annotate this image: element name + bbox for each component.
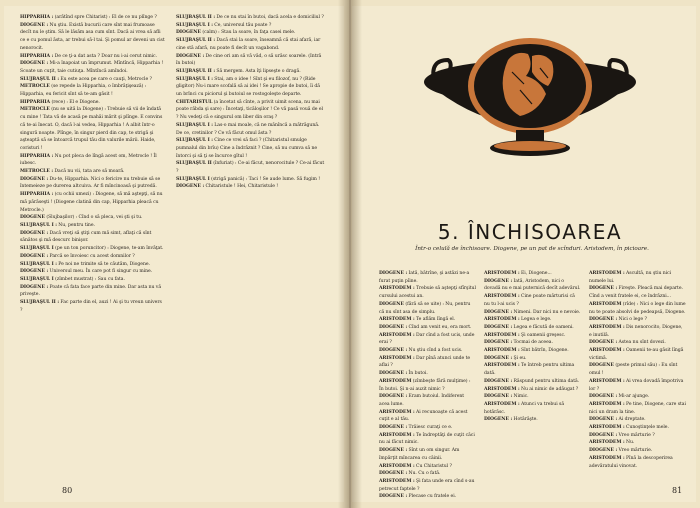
dialogue-text: Iată, Aristodem, nici o dovadă nu e mai puternică decît adevărul. <box>484 278 581 292</box>
dialogue-line <box>20 53 165 61</box>
dialogue-line <box>484 324 581 332</box>
dialogue-line <box>589 401 686 416</box>
dialogue-line <box>484 401 581 416</box>
dialogue-line <box>379 493 476 501</box>
dialogue-line <box>589 424 686 432</box>
speaker-name: DIOGENE : <box>379 425 408 431</box>
dialogue-text: Ai vrea dovadă împotriva lor ? <box>589 378 684 392</box>
dialogue-line <box>379 324 476 332</box>
dialogue-line <box>379 285 476 300</box>
dialogue-line <box>589 301 686 316</box>
dialogue-line <box>379 463 476 471</box>
speaker-name: ARISTODEM : <box>589 455 625 461</box>
dialogue-text: Stai, am o idee ! Sînt şi eu filozof, nu ? (Ride gligitor) Nu-i mare scofală să ai idei ! Se apropie de butoi, îi dă un brînci cu piciorul şi butoiul se rostogoleşte departe. <box>176 76 320 98</box>
dialogue-line <box>379 370 476 378</box>
dialogue-text: Plecase cu fratele ei. <box>407 494 457 500</box>
dialogue-text: (fără să se uite) : Nu, pentru că nu sînt asa de simplu. <box>379 301 471 315</box>
dialogue-text: (a încetat să cînte, a privit uimit scena, nu mai poate răbda şi sare) : Încetaţi, ticăloşilor ! Ce vă pasă vouă de el ? Nu vedeţi că e singurul om liber din oraş ? <box>176 99 323 121</box>
dialogue-text: Dacă nu vii, tata are să moară. <box>53 169 125 175</box>
dialogue-line <box>589 285 686 300</box>
book-gutter <box>338 0 362 508</box>
speaker-name: DIOGENE : <box>20 230 49 236</box>
left-page-column-2 <box>176 14 326 456</box>
dialogue-text: Fireşte. Pleacă mai departe. Cînd a venit fratele ei, ce îndrăzni... <box>589 286 683 300</box>
speaker-name: SLUJBAŞUL II : <box>176 68 215 74</box>
speaker-name: DIOGENE <box>20 215 45 221</box>
speaker-name: ARISTODEM : <box>379 409 415 415</box>
dialogue-line <box>176 37 326 52</box>
dialogue-line <box>589 455 686 470</box>
dialogue-line <box>379 301 476 316</box>
speaker-name: DIOGENE <box>589 363 614 369</box>
speaker-name: ARISTODEM : <box>379 355 415 361</box>
dialogue-line <box>379 409 476 424</box>
speaker-name: SLUJBAŞUL I : <box>176 22 213 28</box>
speaker-name: DIOGENE : <box>589 340 618 346</box>
speaker-name: DIOGENE : <box>20 269 49 275</box>
dialogue-line <box>176 29 326 37</box>
dialogue-text: Tocmai de aceea. <box>512 340 553 346</box>
dialogue-line <box>379 478 476 493</box>
speaker-name: ARISTODEM : <box>379 317 415 323</box>
dialogue-text: Astea nu sînt dovezi. <box>617 340 666 346</box>
dialogue-line <box>589 378 686 393</box>
dialogue-text: Nu ai nimic de adăugat ? <box>519 386 579 392</box>
dialogue-line <box>176 176 326 184</box>
dialogue-text: Du-te, Hipparhia. Nici o fericire nu trebuie să se întemeieze pe durerea altcuiva. Ar fi mîncinoasă şi putredă. <box>20 176 161 190</box>
speaker-name: DIOGENE : <box>20 176 49 182</box>
dialogue-line <box>176 99 326 122</box>
dialogue-line <box>176 137 326 160</box>
dialogue-line <box>589 432 686 440</box>
speaker-name: CHITARISTUL <box>176 99 213 105</box>
speaker-name: DIOGENE : <box>379 324 408 330</box>
dialogue-text: Parcă se învoiesc cu acest domnilor ? <box>48 253 135 259</box>
speaker-name: DIOGENE : <box>484 278 513 284</box>
speaker-name: SLUJBAŞUL I : <box>176 76 213 82</box>
dialogue-line <box>20 245 165 253</box>
speaker-name: METROCLE <box>20 107 50 113</box>
dialogue-text: Poate că fata face parte din mine. Dar asta nu vă priveşte. <box>20 284 162 298</box>
speaker-name: ARISTODEM <box>379 378 412 384</box>
speaker-name: DIOGENE : <box>589 417 618 423</box>
dialogue-line <box>20 60 165 75</box>
speaker-name: DIOGENE : <box>379 471 408 477</box>
dialogue-line <box>484 332 581 340</box>
dialogue-line <box>379 347 476 355</box>
right-page-column-3 <box>589 270 686 470</box>
dialogue-line <box>589 447 686 455</box>
dialogue-line <box>484 393 581 401</box>
speaker-name: SLUJBAŞUL I <box>20 276 54 282</box>
dialogue-text: De ce nu stai în butoi, dacă acela e domiciliul ? <box>214 15 324 20</box>
right-page-column-2 <box>484 270 581 470</box>
dialogue-text: (rîde) : Nici o lege din lume nu te poate absolvi de pedeapsă, Diogene. <box>589 301 686 315</box>
dialogue-text: Sînt un om singur. Am împărţit mîncarea cu câinii. <box>379 448 460 461</box>
dialogue-text: Pe tine, Diogene, care stai nici un dram la tine. <box>589 401 686 415</box>
dialogue-line <box>176 68 326 76</box>
dialogue-text: Dar pînă atunci unde te aflai ? <box>379 355 471 369</box>
dialogue-line <box>484 362 581 377</box>
speaker-name: SLUJBAŞUL II <box>176 161 212 167</box>
speaker-name: ARISTODEM <box>589 301 622 307</box>
speaker-name: ARISTODEM : <box>379 463 415 469</box>
dialogue-text: (înfuriat) : Ce-ai făcut, nenorocitule ? Ce-ai făcut ? <box>176 161 325 175</box>
dialogue-line <box>589 316 686 324</box>
dialogue-text: (Slujbaşilor) : Cînd o să pleca, vei şti şi tu. <box>44 215 143 221</box>
dialogue-text: Legea e făcută de oameni. <box>512 324 574 330</box>
dialogue-text: Să mergem. Asta îţi lipseşte o dragă. <box>214 68 301 74</box>
speaker-name: SLUJBAŞUL I : <box>176 138 213 144</box>
speaker-name: DIOGENE : <box>176 53 205 59</box>
dialogue-text: Trăiesc curaţi ce e. <box>407 425 453 431</box>
dialogue-text: Iată, bătrîne, şi astăzi ne-a furat puţin pîine. <box>379 271 470 284</box>
speaker-name: DIOGENE : <box>589 286 618 292</box>
dialogue-line <box>176 76 326 99</box>
dialogue-line <box>379 447 476 462</box>
dialogue-text: Cu Chitaristul ? <box>414 463 452 469</box>
dialogue-text: Vreo mărturie. <box>617 448 653 454</box>
dialogue-line <box>589 347 686 362</box>
speaker-name: DIOGENE : <box>484 309 513 315</box>
dialogue-text: Ai recunoaşte că acest cuţit e al tău. <box>379 409 468 423</box>
dialogue-line <box>20 176 165 191</box>
dialogue-line <box>20 83 165 98</box>
speaker-name: DIOGENE : <box>379 494 408 500</box>
page-number-left: 80 <box>62 486 73 495</box>
dialogue-line <box>20 153 165 168</box>
speaker-name: DIOGENE : <box>589 432 618 438</box>
dialogue-line <box>484 378 581 386</box>
dialogue-line <box>379 378 476 393</box>
dialogue-text: (peste primul său) : Eu sînt omul ! <box>589 363 678 377</box>
dialogue-line <box>379 316 476 324</box>
dialogue-line <box>484 278 581 293</box>
dialogue-text: (zîmbet mustrat) : Sau cu fata. <box>53 276 125 282</box>
dialogue-line <box>484 416 581 424</box>
dialogue-text: Pînă la descoperirea adevăratului vinovat. <box>589 455 673 469</box>
dialogue-text: Dacă vreţi să ştiţi cum mă simt, aflaţi că sînt sănătos şi mă descurc binişor. <box>20 230 152 244</box>
dialogue-line <box>379 424 476 432</box>
speaker-name: SLUJBAŞUL II : <box>20 76 59 82</box>
dialogue-text: Dis nenorocito, Diogene, e inutilă. <box>589 324 683 338</box>
dialogue-text: Şi eu. <box>512 355 527 361</box>
speaker-name: DIOGENE : <box>484 394 513 400</box>
dialogue-text: Dacă stai la soare, înseamnă că stai afară, iar cine stă afară, nu poate fi decît un vagabond. <box>176 38 321 51</box>
dialogue-line <box>589 362 686 377</box>
speaker-name: HIPPARHIA : <box>20 53 54 59</box>
dialogue-text: Hotărăşte. <box>512 417 538 423</box>
dialogue-text: Sînt bătrîn, Diogene. <box>519 348 569 354</box>
dialogue-line <box>484 339 581 347</box>
dialogue-text: Nimeni. Dar nici nu e nevoie. <box>512 309 581 315</box>
speaker-name: HIPPARHIA : <box>20 153 54 159</box>
dialogue-text: (arătînd spre Chitarist) : El de ce nu plînge ? <box>53 15 157 20</box>
speaker-name: SLUJBAŞUL I <box>176 176 210 182</box>
dialogue-line <box>484 386 581 394</box>
speaker-name: DIOGENE : <box>379 371 408 377</box>
speaker-name: ARISTODEM : <box>484 348 520 354</box>
dialogue-text: Te îndreptăţi de cuţit căci nu ai făcut nimic. <box>379 432 475 446</box>
speaker-name: METROCLE : <box>20 169 54 175</box>
dialogue-line <box>589 339 686 347</box>
dialogue-line <box>379 332 476 347</box>
dialogue-text: Nu ştiu. Există bucurii care sînt mai frumoase decît nu le ştim. Să le lăsăm asa cum sînt. Dacă ai vrea să afli ce e cu pomul ăsta, ar trebui să-l tai. Şi pomul ar deveni un cist nenorocit. <box>20 22 165 51</box>
speaker-name: DIOGENE <box>176 30 201 36</box>
dialogue-line <box>20 214 165 222</box>
dialogue-text: Cînd am venit eu, era mort. <box>407 324 472 330</box>
dialogue-line <box>20 222 165 230</box>
dialogue-text: Atunci va trebui să hotărăsc. <box>484 401 565 415</box>
speaker-name: DIOGENE <box>379 301 404 307</box>
dialogue-text: (pe un ton poruncitor) : Diogene, te-am învăţat. <box>53 246 164 252</box>
speaker-name: SLUJBAŞUL II : <box>20 300 59 306</box>
speaker-name: ARISTODEM : <box>484 363 520 369</box>
dialogue-text: Nu. Cu o fată. <box>407 471 441 477</box>
dialogue-line <box>20 299 165 314</box>
speaker-name: METROCLE <box>20 84 50 90</box>
speaker-name: ARISTODEM : <box>484 386 520 392</box>
speaker-name: DIOGENE : <box>589 394 618 400</box>
speaker-name: DIOGENE : <box>484 324 513 330</box>
speaker-name: DIOGENE : <box>484 417 513 423</box>
dialogue-text: În butoi. <box>407 371 428 377</box>
dialogue-text: Trebuie să aştepţi sfîrşitul cursului acestui an. <box>379 286 476 300</box>
dialogue-text: Cine ce vrei să faci ? (Chitaristul smulge pumnalul din brîu) Cine a îndrăznit ? Cine, să nu cumva să ne întorci şi să ţi se încurce gîtul ! <box>176 138 318 159</box>
dialogue-line <box>176 183 326 191</box>
speaker-name: ARISTODEM : <box>589 425 625 431</box>
speaker-name: DIOGENE : <box>379 448 408 454</box>
speaker-name: ARISTODEM : <box>484 401 520 407</box>
scene-direction: Într-o celulă de închisoare. Diogene, pe un pat de scînduri. Aristodem, în picioare. <box>415 246 649 252</box>
speaker-name: DIOGENE : <box>20 61 49 67</box>
dialogue-text: (se repede la Hipparhia, o îmbrăţişează) : Hipparhia, eu fericit sînt să te-am găsit ! <box>20 84 147 98</box>
dialogue-line <box>484 355 581 363</box>
dialogue-text: Nu, pentru tine. <box>56 222 95 228</box>
dialogue-line <box>484 309 581 317</box>
dialogue-line <box>484 347 581 355</box>
speaker-name: DIOGENE : <box>484 378 513 384</box>
dialogue-line <box>20 106 165 152</box>
dialogue-text: De ce ţi-a dat asta ? Doar nu i-ai cerut nimic. <box>53 53 157 59</box>
speaker-name: ARISTODEM : <box>379 478 415 484</box>
speaker-name: ARISTODEM : <box>484 332 520 338</box>
speaker-name: SLUJBAŞUL I : <box>20 222 57 228</box>
dialogue-line <box>20 261 165 269</box>
dialogue-line <box>589 393 686 401</box>
dialogue-text: Las-o mai moale, că ne mănîncă a mătrăgună. De ce, cretinilor ? Ce vă făcut omul ăsta ? <box>176 122 320 136</box>
dialogue-line <box>589 439 686 447</box>
dialogue-text: Cunoştinţele mele. <box>624 425 669 431</box>
dialogue-text: Dar cînd a fost ucis, unde erai ? <box>379 332 475 346</box>
dialogue-text: Mi-ar ajunge. <box>617 394 650 400</box>
speaker-name: DIOGENE : <box>484 340 513 346</box>
left-page-column-1 <box>20 14 165 456</box>
dialogue-text: Şi fata unde era cînd s-au petrecut faptele ? <box>379 478 475 492</box>
dialogue-line <box>20 230 165 245</box>
speaker-name: DIOGENE : <box>379 394 408 400</box>
dialogue-line <box>484 270 581 278</box>
dialogue-line <box>176 122 326 137</box>
dialogue-text: Vreo mărturie ? <box>617 432 655 438</box>
speaker-name: ARISTODEM : <box>484 294 520 300</box>
dialogue-text: Cine poate mărturisi că nu tu l-ai ucis ? <box>484 294 575 307</box>
dialogue-text: Nu. <box>624 440 635 446</box>
dialogue-line <box>176 160 326 175</box>
dialogue-line <box>379 470 476 478</box>
dialogue-line <box>379 432 476 447</box>
dialogue-text: Oamenii te-au găsit lîngă victimă. <box>589 348 684 361</box>
dialogue-text: Ascultă, nu ştiu nici numele lui. <box>589 271 672 284</box>
speaker-name: ARISTODEM : <box>589 378 625 384</box>
speaker-name: SLUJBAŞUL I : <box>20 261 57 267</box>
speaker-name: ARISTODEM : <box>379 432 415 438</box>
dialogue-line <box>20 284 165 299</box>
dialogue-line <box>20 268 165 276</box>
speaker-name: DIOGENE : <box>484 355 513 361</box>
dialogue-text: (rece) : El e Diogene. <box>50 99 100 105</box>
dialogue-text: Nu pot pleca de lîngă acest om, Metrocle ! Îl iubesc. <box>20 153 157 167</box>
speaker-name: ARISTODEM : <box>589 348 625 354</box>
kylix-illustration <box>420 20 640 170</box>
dialogue-line <box>379 270 476 285</box>
speaker-name: ARISTODEM : <box>589 324 625 330</box>
speaker-name: HIPPARHIA : <box>20 15 54 20</box>
page-number-right: 81 <box>672 486 683 495</box>
speaker-name: DIOGENE : <box>589 317 618 323</box>
speaker-name: ARISTODEM : <box>379 286 415 292</box>
dialogue-text: (zîmbeşte fără mulţime) : În butoi. Şi n-ai auzit nimic ? <box>379 378 471 392</box>
dialogue-line <box>484 316 581 324</box>
speaker-name: DIOGENE : <box>20 284 49 290</box>
dialogue-line <box>20 22 165 53</box>
speaker-name: ARISTODEM : <box>589 440 625 446</box>
dialogue-line <box>176 22 326 30</box>
dialogue-text: Ei, Diogene... <box>519 271 552 276</box>
dialogue-line <box>589 270 686 285</box>
speaker-name: DIOGENE : <box>20 22 49 28</box>
speaker-name: ARISTODEM : <box>484 271 520 276</box>
dialogue-text: De cine ori am să vă văd, o să urăsc soarele. (Intră în butoi) <box>176 53 322 67</box>
speaker-name: SLUJBAŞUL I <box>20 246 54 252</box>
dialogue-line <box>20 168 165 176</box>
dialogue-line <box>20 14 165 22</box>
dialogue-line <box>176 14 326 22</box>
dialogue-line <box>20 99 165 107</box>
speaker-name: DIOGENE : <box>176 184 205 190</box>
speaker-name: DIOGENE : <box>379 348 408 354</box>
dialogue-text: (strigă panică) : Taci ! Se aude lume. Să fugim ! <box>209 176 321 182</box>
speaker-name: SLUJBAŞUL II : <box>176 38 215 44</box>
speaker-name: DIOGENE : <box>379 271 408 276</box>
dialogue-text: Răspund pentru ultima dată. <box>512 378 580 384</box>
chapter-title: 5. ÎNCHISOAREA <box>437 220 623 244</box>
dialogue-text: (cu ochii umezi) : Diogene, să mă aştepţi, să nu mă părăseşti ! (Diogene clatină din cap, Hipparhia pleacă cu Metrocle.) <box>20 192 163 213</box>
dialogue-line <box>589 416 686 424</box>
speaker-name: SLUJBAŞUL I : <box>176 122 213 128</box>
speaker-name: DIOGENE : <box>20 253 49 259</box>
speaker-name: SLUJBAŞUL II : <box>176 15 215 20</box>
dialogue-line <box>379 355 476 370</box>
speaker-name: DIOGENE : <box>589 448 618 454</box>
speaker-name: ARISTODEM : <box>589 401 625 407</box>
dialogue-text: Nimic. <box>512 394 529 400</box>
dialogue-text: Ce, universul tău poate ? <box>212 22 272 28</box>
dialogue-text: Eram butoiul. Indiferent acea lume. <box>379 394 465 407</box>
dialogue-text: Mi-a înapoiat un împrumut. Mîntîncă, Hipparhia ! Scoate un cuţit, taie cutiuţa. Mîntîncă amîndoi. <box>20 61 164 74</box>
dialogue-line <box>20 276 165 284</box>
dialogue-text: Fac parte din el, auzi ! Ai şi tu vreun univers ? <box>20 300 162 313</box>
dialogue-text: Universul meu. În care pot fi singur cu mine. <box>48 269 153 275</box>
dialogue-line <box>20 76 165 84</box>
dialogue-line <box>20 191 165 214</box>
dialogue-text: Ai dreptate. <box>617 417 646 423</box>
dialogue-line <box>176 53 326 68</box>
dialogue-line <box>20 253 165 261</box>
speaker-name: HIPPARHIA <box>20 99 51 105</box>
dialogue-text: Chitaristule ! Hei, Chitaristule ! <box>204 184 279 190</box>
dialogue-text: Nici o lege ? <box>617 317 647 323</box>
speaker-name: ARISTODEM : <box>379 332 415 338</box>
dialogue-text: Şi oamenii greşesc. <box>519 332 566 338</box>
dialogue-text: Te întreb pentru ultima dată. <box>484 363 575 377</box>
speaker-name: HIPPARHIA : <box>20 192 54 198</box>
right-page-column-1 <box>379 270 476 500</box>
dialogue-text: Legea e lege. <box>519 317 552 323</box>
dialogue-line <box>589 324 686 339</box>
dialogue-text: Te aflăm lîngă el. <box>414 317 456 323</box>
dialogue-line <box>379 393 476 408</box>
dialogue-text: Pe noi ne trimite să te căutăm, Diogene. <box>56 261 150 267</box>
dialogue-text: (calm) : Stau la soare, în faţa casei mele. <box>200 30 296 36</box>
speaker-name: ARISTODEM : <box>484 317 520 323</box>
dialogue-line <box>484 293 581 308</box>
dialogue-text: (nu se uită la Diogene) : Trebuie să vii de îndată cu mine ! Tata vă de acasă pe mahăi mărit şi plînge. E convins că te-ai înecat. O, dacă l-ai vedea, Hipparhia ! A albit într-o singură noapte. Plînge, în singur pierd din cap, te strigă şi aşteaptă să se întoarcă trupul tău din valurile mării. Haide, coristuri ! <box>20 107 163 151</box>
speaker-name: ARISTODEM : <box>589 271 625 276</box>
dialogue-text: Nu ştiu cînd a fost ucis. <box>407 348 463 354</box>
dialogue-text: Eu este acea pe care o cauţi, Metrocle ? <box>58 76 152 82</box>
